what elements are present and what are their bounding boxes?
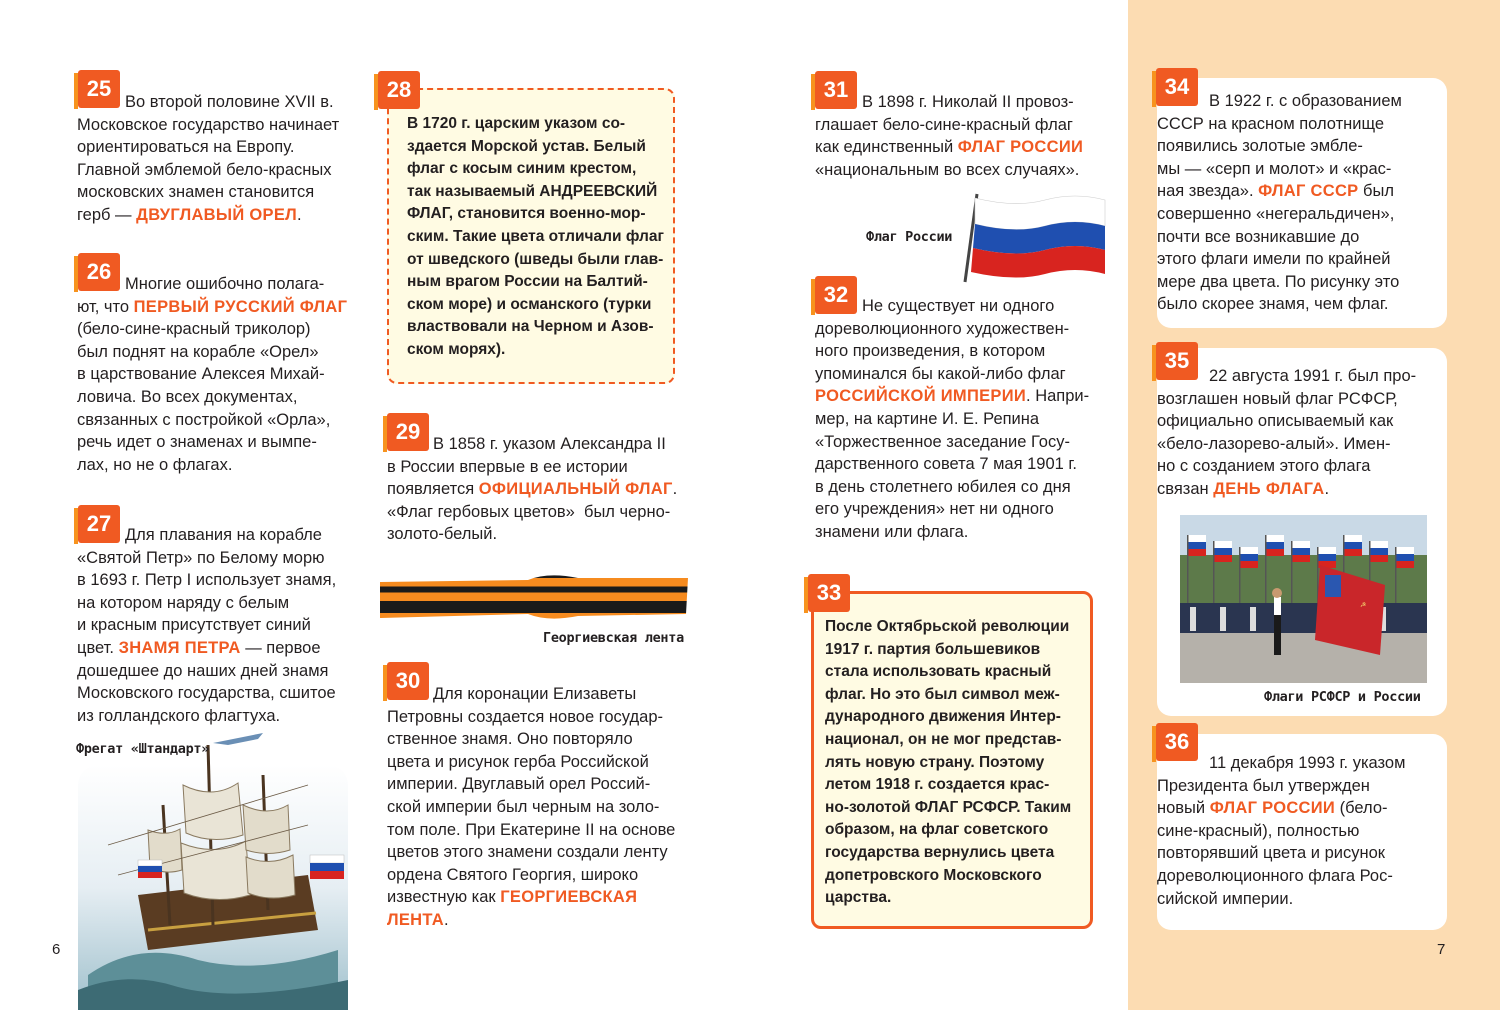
text-line: РОССИЙСКОЙ ИМПЕРИИ. Напри- xyxy=(815,387,1090,406)
text-line: в царствование Алексея Михай- xyxy=(77,365,325,384)
text-line: ловича. Во всех документах, xyxy=(77,387,298,406)
text-line: в день столетнего юбилея со дня xyxy=(815,477,1071,496)
text-line: упоминался бы какой-либо флаг xyxy=(815,364,1066,383)
section-badge-25: 25 xyxy=(78,70,120,108)
text-line: дореволюционного художествен- xyxy=(815,319,1070,338)
small-flag-stripe xyxy=(1370,555,1388,562)
text-line: речь идет о знаменах и вымпе- xyxy=(77,433,317,452)
section-badge-33: 33 xyxy=(808,574,850,612)
small-flag-stripe xyxy=(1266,535,1284,542)
text-line: Во второй половине XVII в. xyxy=(125,93,334,111)
small-flag-stripe xyxy=(1318,547,1336,554)
text-line: ориентироваться на Европу. xyxy=(77,138,295,157)
text-line: ственное знамя. Оно повторяло xyxy=(387,730,633,749)
text-line: дореволюционного флага Рос- xyxy=(1157,866,1393,885)
text-line: дарственного совета 7 мая 1901 г. xyxy=(815,455,1077,474)
flag-pole xyxy=(1291,541,1293,611)
text-line: от шведского (шведы были глав- xyxy=(407,250,664,268)
text-line: из голландского флагтуха. xyxy=(77,706,281,725)
text-line: дународного движения Интер- xyxy=(825,708,1061,726)
text-line: ная звезда». ФЛАГ СССР был xyxy=(1157,182,1394,201)
text-line: здается Морской устав. Белый xyxy=(407,137,646,155)
section-30-text xyxy=(387,683,675,932)
highlight-term: РОССИЙСКОЙ ИМПЕРИИ xyxy=(815,387,1027,406)
highlight-term: ДВУГЛАВЫЙ ОРЕЛ xyxy=(136,205,298,224)
text-line: В 1720 г. царским указом со- xyxy=(407,115,626,132)
text-line: возглашен новый флаг РСФСР, xyxy=(1157,389,1398,408)
russia-flag-caption: Флаг России xyxy=(866,229,953,245)
text-line: Для коронации Елизаветы xyxy=(433,685,637,703)
text-line: 22 августа 1991 г. был про- xyxy=(1209,367,1417,385)
section-26-text xyxy=(77,273,347,476)
rsfsr-caption: Флаги РСФСР и России xyxy=(1264,689,1421,705)
small-flag-stripe xyxy=(1292,548,1310,555)
highlight-term: ЗНАМЯ ПЕТРА xyxy=(118,638,241,657)
text-line: мы — «серп и молот» и «крас- xyxy=(1157,159,1392,178)
text-line: официально описываемый как xyxy=(1157,412,1394,431)
text-line: на котором наряду с белым xyxy=(77,593,290,612)
text-line: государства вернулись цвета xyxy=(825,843,1055,861)
text-line: появляется ОФИЦИАЛЬНЫЙ ФЛАГ. xyxy=(387,480,678,499)
small-flag-stripe xyxy=(1396,554,1414,561)
text-line: и красным присутствует синий xyxy=(77,616,311,635)
page-number-left: 6 xyxy=(52,941,61,958)
small-flag-stripe xyxy=(1240,547,1258,554)
text-line: его учреждения» нет ни одного xyxy=(815,500,1054,519)
text-line: В 1898 г. Николай II провоз- xyxy=(862,93,1074,111)
section-badge-26: 26 xyxy=(78,253,120,291)
section-34-text xyxy=(1157,90,1402,316)
section-badge-31: 31 xyxy=(815,71,857,109)
text-line: лах, но не о флагах. xyxy=(77,455,233,474)
text-line: империи. Двуглавый орел Россий- xyxy=(387,775,651,794)
text-line: В 1922 г. с образованием xyxy=(1209,92,1402,110)
text-line: том поле. При Екатерине II на основе xyxy=(387,820,676,839)
section-badge-30: 30 xyxy=(387,662,429,700)
section-25-text xyxy=(77,91,339,227)
section-28-text xyxy=(407,113,664,362)
text-line: образом, на флаг советского xyxy=(825,821,1049,839)
text-line: лять новую страну. Поэтому xyxy=(825,753,1045,771)
ship-flag xyxy=(310,855,344,879)
text-line: известную как ГЕОРГИЕВСКАЯ xyxy=(387,888,638,907)
text-line: ФЛАГ, становится военно-мор- xyxy=(407,205,646,223)
text-line: ЛЕНТА. xyxy=(387,910,449,929)
text-line: был поднят на корабле «Орел» xyxy=(77,342,319,361)
svg-text:☭: ☭ xyxy=(1360,601,1367,609)
text-line: но-золотой ФЛАГ РСФСР. Таким xyxy=(825,798,1072,816)
text-line: В 1858 г. указом Александра II xyxy=(433,435,666,453)
highlight-term: ЛЕНТА xyxy=(387,910,444,929)
small-flag-stripe xyxy=(1240,554,1258,561)
text-line: властвовали на Черном и Азов- xyxy=(407,318,654,336)
text-line: в России впервые в ее истории xyxy=(387,457,628,476)
text-line: «Торжественное заседание Госу- xyxy=(815,432,1070,451)
text-line: 11 декабря 1993 г. указом xyxy=(1209,754,1406,772)
section-badge-35: 35 xyxy=(1156,342,1198,380)
text-line: «бело-лазорево-алый». Имен- xyxy=(1157,434,1391,453)
highlight-term: ГЕОРГИЕВСКАЯ xyxy=(500,888,638,907)
text-line: царства. xyxy=(825,889,892,907)
small-flag-stripe xyxy=(1344,535,1362,542)
section-badge-28: 28 xyxy=(378,71,420,109)
small-flag-stripe xyxy=(1188,535,1206,542)
section-badge-27: 27 xyxy=(78,505,120,543)
highlight-term: ОФИЦИАЛЬНЫЙ ФЛАГ xyxy=(478,480,673,499)
page-number-right: 7 xyxy=(1437,941,1446,958)
highlight-term: ПЕРВЫЙ РУССКИЙ ФЛАГ xyxy=(133,297,348,316)
rsfsr-flags-photo xyxy=(1180,515,1427,683)
text-line: флаг. Но это был символ меж- xyxy=(825,685,1060,703)
text-line: СССР на красном полотнище xyxy=(1157,114,1385,133)
highlight-term: ФЛАГ СССР xyxy=(1258,182,1359,201)
text-line: Президента был утвержден xyxy=(1157,776,1370,795)
text-line: связан ДЕНЬ ФЛАГА. xyxy=(1157,479,1330,498)
small-flag-stripe xyxy=(1214,541,1232,548)
small-flag-stripe xyxy=(1344,542,1362,549)
section-32-text xyxy=(815,295,1089,544)
text-line: Главной эмблемой бело-красных xyxy=(77,160,332,179)
text-line: мере два цвета. По рисунку это xyxy=(1157,272,1400,291)
text-line: Петровны создается новое государ- xyxy=(387,707,663,726)
text-line: После Октябрьской революции xyxy=(825,618,1070,635)
text-line: ским. Такие цвета отличали флаг xyxy=(407,227,664,245)
text-line: ском море) и османского (турки xyxy=(407,295,652,313)
small-flag-stripe xyxy=(1266,542,1284,549)
frigate-illustration xyxy=(78,725,348,1010)
section-27-text xyxy=(77,524,336,727)
ship-sail xyxy=(183,783,243,840)
text-line: ордена Святого Георгия, широко xyxy=(387,865,639,884)
small-flag-stripe xyxy=(1214,548,1232,555)
text-line: так называемый АНДРЕЕВСКИЙ xyxy=(407,182,658,200)
text-line: московских знамен становится xyxy=(77,183,315,202)
section-badge-34: 34 xyxy=(1156,68,1198,106)
zigzag-edge xyxy=(1112,0,1142,1010)
small-flag-stripe xyxy=(1370,541,1388,548)
text-line: связанных с постройкой «Орла», xyxy=(77,410,331,429)
small-flag-stripe xyxy=(1266,549,1284,556)
crowd xyxy=(1180,603,1427,633)
st-george-ribbon xyxy=(378,572,690,624)
text-line: 1917 г. партия большевиков xyxy=(825,640,1041,658)
text-line: допетровского Московского xyxy=(825,866,1042,884)
text-line: почти все возникавшие до xyxy=(1157,227,1360,246)
text-line: сийской империи. xyxy=(1157,889,1294,908)
section-badge-32: 32 xyxy=(815,276,857,314)
flag-pole xyxy=(1187,535,1189,605)
text-line: сине-красный), полностью xyxy=(1157,821,1360,840)
section-31-text xyxy=(815,91,1083,181)
small-flag-stripe xyxy=(1344,549,1362,556)
small-flag-stripe xyxy=(1370,548,1388,555)
text-line: (бело-сине-красный триколор) xyxy=(77,320,311,339)
section-35-text xyxy=(1157,365,1416,501)
text-line: глашает бело-сине-красный флаг xyxy=(815,115,1073,134)
small-flag-stripe xyxy=(1188,549,1206,556)
section-badge-29: 29 xyxy=(387,413,429,451)
text-line: флаг с косым синим крестом, xyxy=(407,160,637,178)
text-line: совершенно «негеральдичен», xyxy=(1157,204,1395,223)
text-line: герб — ДВУГЛАВЫЙ ОРЕЛ. xyxy=(77,205,302,224)
text-line: ют, что ПЕРВЫЙ РУССКИЙ ФЛАГ xyxy=(77,297,348,316)
small-flag-stripe xyxy=(1318,554,1336,561)
text-line: ного произведения, в котором xyxy=(815,342,1046,361)
highlight-term: ФЛАГ РОССИИ xyxy=(957,138,1084,157)
text-line: Московского государства, сшитое xyxy=(77,684,336,703)
text-line: Для плавания на корабле xyxy=(125,526,322,544)
russia-flag-image xyxy=(955,192,1113,284)
text-line: «Святой Петр» по Белому морю xyxy=(77,548,325,567)
small-flag-stripe xyxy=(1396,561,1414,568)
section-29-text xyxy=(387,433,677,546)
text-line: национал, он не мог представ- xyxy=(825,730,1062,748)
text-line: знамени или флага. xyxy=(815,522,969,541)
text-line: летом 1918 г. создается крас- xyxy=(825,776,1050,794)
flag-pole xyxy=(1213,541,1215,611)
text-line: «Флаг гербовых цветов» был черно- xyxy=(387,502,671,521)
highlight-term: ФЛАГ РОССИИ xyxy=(1209,799,1336,818)
text-line: Не существует ни одного xyxy=(862,297,1055,315)
text-line: мер, на картине И. Е. Репина xyxy=(815,409,1040,428)
text-line: но с созданием этого флага xyxy=(1157,457,1371,476)
text-line: Московское государство начинает xyxy=(77,115,340,134)
text-line: цвет. ЗНАМЯ ПЕТРА — первое xyxy=(77,638,321,657)
highlight-term: ДЕНЬ ФЛАГА xyxy=(1213,479,1325,498)
small-flag-stripe xyxy=(1240,561,1258,568)
section-badge-36: 36 xyxy=(1156,723,1198,761)
text-line: ным врагом России на Балтий- xyxy=(407,273,648,291)
text-line: дошедшее до наших дней знамя xyxy=(77,661,329,680)
small-flag-stripe xyxy=(1188,542,1206,549)
text-line: ском морях). xyxy=(407,340,506,358)
flag-pole xyxy=(1265,535,1267,605)
text-line: золото-белый. xyxy=(387,525,498,544)
small-flag-stripe xyxy=(1292,541,1310,548)
text-line: цветов этого знамени создали ленту xyxy=(387,843,668,862)
text-line: в 1693 г. Петр I использует знамя, xyxy=(77,571,337,590)
text-line: этого флаги имели по крайней xyxy=(1157,250,1391,269)
text-line: было скорее знамя, чем флаг. xyxy=(1157,295,1389,314)
text-line: цвета и рисунок герба Российской xyxy=(387,752,649,771)
small-flag-stripe xyxy=(1292,555,1310,562)
small-flag-stripe xyxy=(1396,547,1414,554)
section-33-text xyxy=(825,616,1071,910)
text-line: повторявший цвета и рисунок xyxy=(1157,844,1386,863)
text-line: Многие ошибочно полага- xyxy=(125,275,325,293)
ribbon-caption: Георгиевская лента xyxy=(543,630,684,646)
text-line: как единственный ФЛАГ РОССИИ xyxy=(815,138,1084,157)
small-flag-stripe xyxy=(1214,555,1232,562)
text-line: ской империи был черным на золо- xyxy=(387,797,660,816)
section-36-text xyxy=(1157,752,1405,910)
text-line: новый ФЛАГ РОССИИ (бело- xyxy=(1157,799,1388,818)
text-line: «национальным во всех случаях». xyxy=(815,160,1080,179)
text-line: появились золотые эмбле- xyxy=(1157,137,1363,156)
text-line: стала использовать красный xyxy=(825,663,1052,681)
frigate-caption: Фрегат «Штандарт» xyxy=(76,741,210,757)
